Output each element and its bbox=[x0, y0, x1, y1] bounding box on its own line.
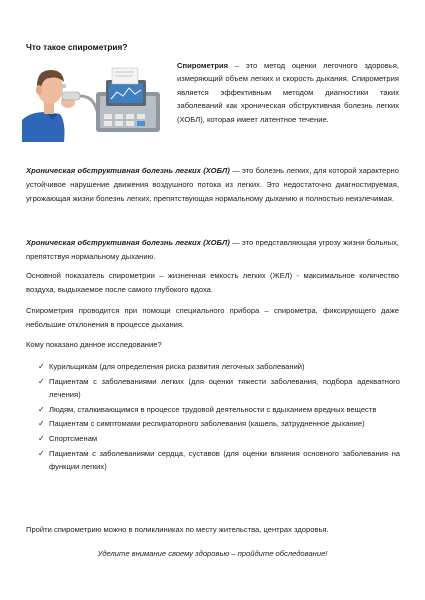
list-item bbox=[38, 403, 400, 417]
list-item-text: Пациентам с симптомами респираторного заболевания (кашель, затрудненное дыхание) bbox=[49, 419, 365, 429]
copd-definition-text: — это болезнь легких, для которой характерно устойчивое нарушение движения воздушного потока из легких. Это недостаточно диагностируемая, угрожающая жизни болезнь легких, препятствующая нормальному дыханию и полностью неизлечимая. bbox=[26, 166, 399, 204]
list-item-text: Курильщикам (для определения риска развития легочных заболеваний) bbox=[49, 362, 305, 371]
vital-capacity-paragraph: Основной показатель спирометрии – жизненная емкость легких (ЖЕЛ) - максимальное количество воздуха, выдыхаемое после самого глубокого вдоха. bbox=[26, 271, 399, 295]
indications-question: Кому показано данное исследование? bbox=[26, 340, 162, 349]
check-icon: ✓ bbox=[38, 376, 45, 386]
intro-text: – это метод оценки легочного здоровья, измеряющий объем легких и скорость дыхания. Спирометрия является эффективным методом диагностики таких заболеваний как хроническая обструктивная болезнь легких (ХОБЛ), которая имеет латентное течение. bbox=[177, 61, 399, 124]
check-icon: ✓ bbox=[38, 448, 45, 458]
intro-paragraph bbox=[177, 59, 399, 126]
list-item-text: Людям, сталкивающимся в процессе трудовой деятельности с вдыханием вредных веществ bbox=[49, 404, 377, 414]
spirometer-paragraph: Спирометрия проводится при помощи специального прибора – спирометра, фиксирующего даже небольшие отклонения в процессе дыхания. bbox=[26, 306, 399, 330]
intro-term: Спирометрия bbox=[177, 61, 229, 70]
list-item-text: Спортсменам bbox=[49, 433, 98, 443]
list-item bbox=[38, 360, 400, 374]
copd-threat-paragraph bbox=[26, 236, 399, 264]
footer-text: Пройти спирометрию можно в поликлиниках по месту жительства, центрах здоровья. bbox=[26, 525, 329, 534]
check-icon: ✓ bbox=[38, 419, 45, 429]
copd-definition-paragraph bbox=[26, 164, 399, 207]
check-icon: ✓ bbox=[38, 404, 45, 414]
list-item bbox=[38, 375, 400, 402]
copd-term: Хроническая обструктивная болезнь легких (ХОБЛ) bbox=[26, 166, 230, 175]
list-item bbox=[38, 447, 400, 474]
copd-term-2: Хроническая обструктивная болезнь легких (ХОБЛ) bbox=[26, 238, 230, 247]
check-icon: ✓ bbox=[38, 433, 45, 443]
list-item bbox=[38, 417, 400, 431]
list-item bbox=[38, 432, 400, 446]
spirometry-patient-illustration bbox=[20, 62, 168, 142]
indications-list bbox=[38, 360, 400, 475]
page-title: Что такое спирометрия? bbox=[26, 42, 128, 52]
list-item-text: Пациентам с заболеваниями легких (для оценки тяжести заболевания, подбора адекватного лечения) bbox=[49, 376, 400, 400]
check-icon: ✓ bbox=[38, 362, 45, 371]
list-item-text: Пациентам с заболеваниями сердца, суставов (для оценки влияния основного заболевания на функции легких) bbox=[49, 448, 400, 472]
copd-threat-text: — это представляющая угрозу жизни больных, препятствуя нормальному дыханию. bbox=[26, 238, 399, 262]
slogan-text: Уделите внимание своему здоровью – пройдите обследование! bbox=[97, 549, 328, 558]
